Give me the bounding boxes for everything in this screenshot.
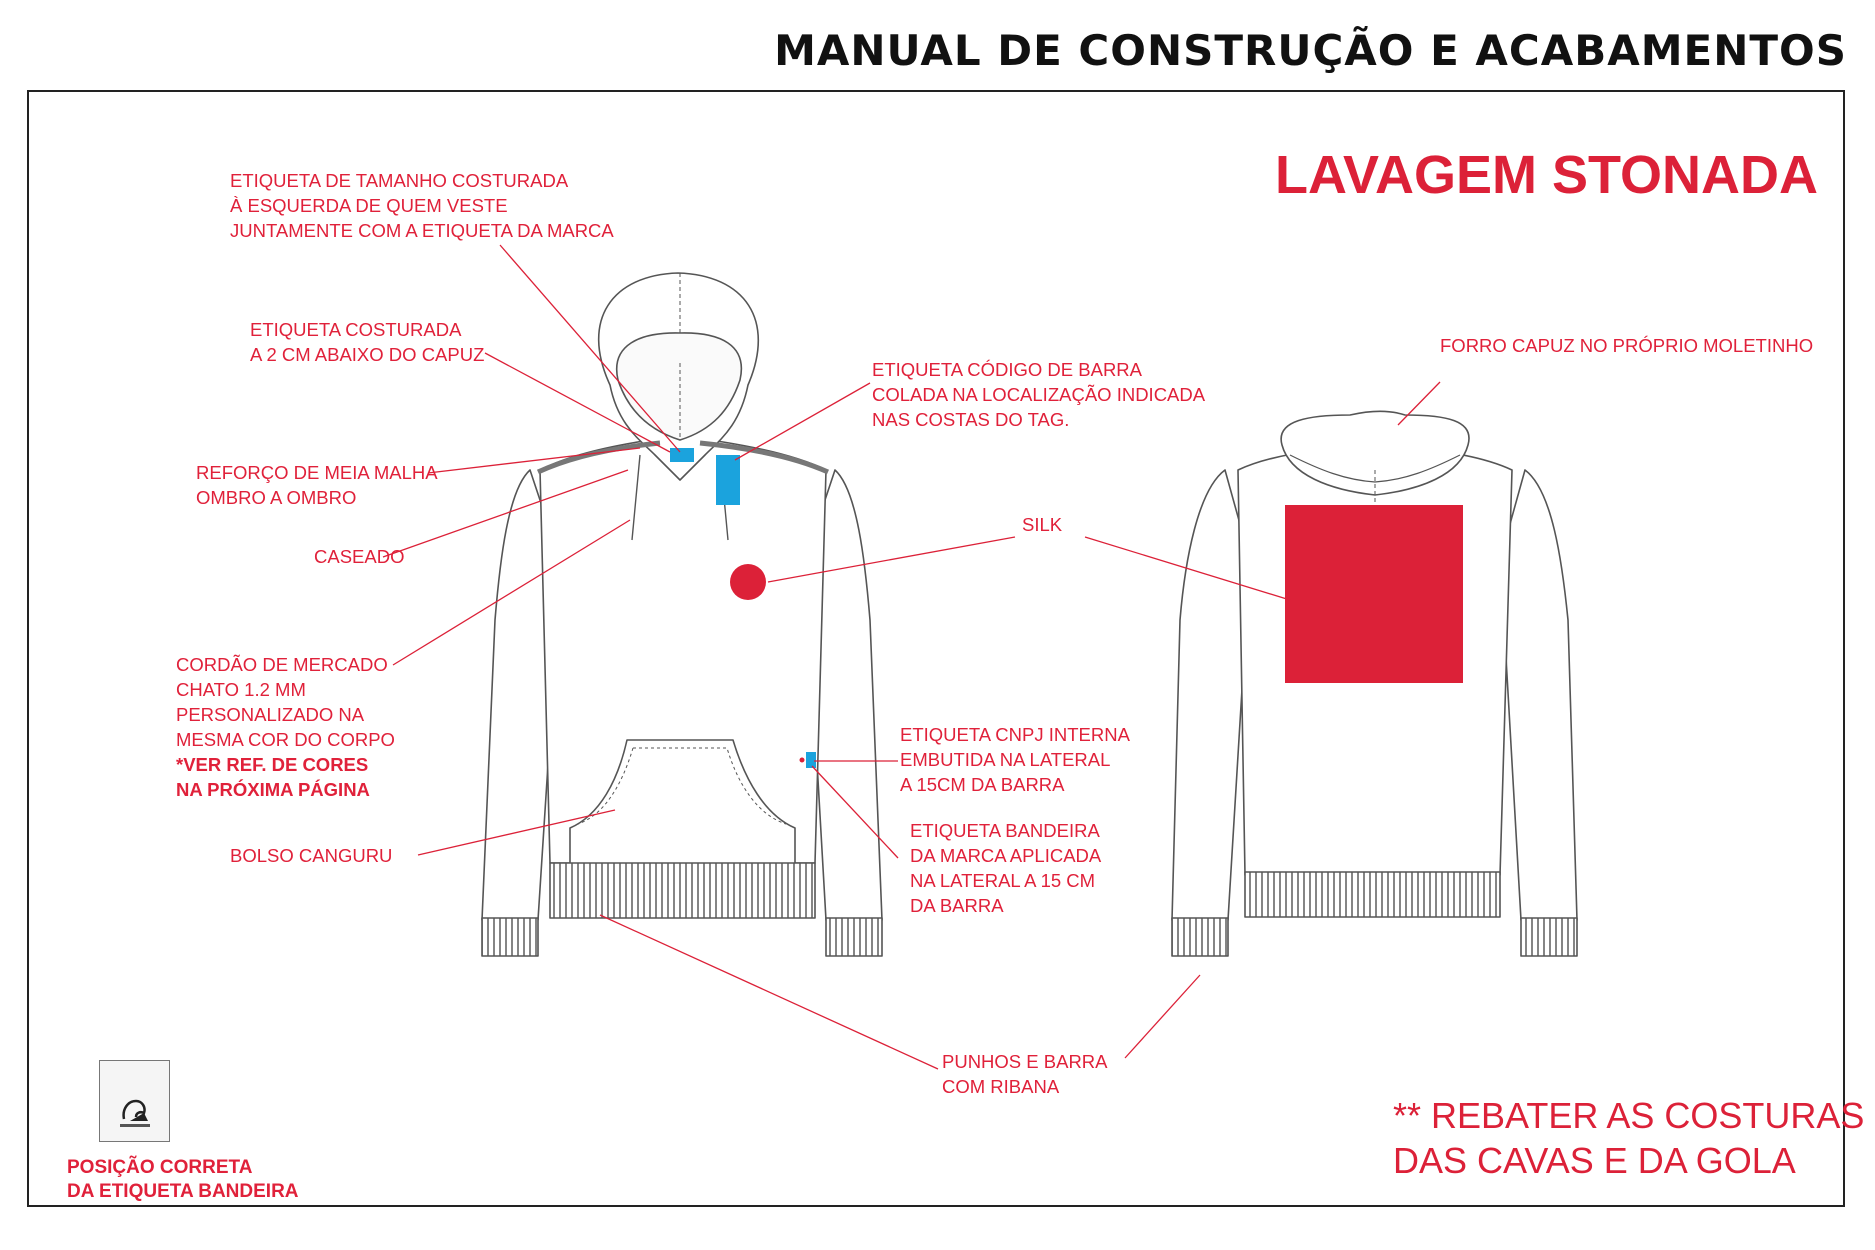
topstitch-note: ** REBATER AS COSTURAS DAS CAVAS E DA GOLA bbox=[1393, 1095, 1865, 1181]
size-label-callout: ETIQUETA DE TAMANHO COSTURADA À ESQUERDA DE QUEM VESTE JUNTAMENTE COM A ETIQUETA DA MARCA bbox=[230, 170, 614, 241]
barcode-label-callout: ETIQUETA CÓDIGO DE BARRA COLADA NA LOCALIZAÇÃO INDICADA NAS COSTAS DO TAG. bbox=[872, 359, 1206, 430]
cnpj-label-callout: ETIQUETA CNPJ INTERNA EMBUTIDA NA LATERAL A 15CM DA BARRA bbox=[900, 724, 1130, 795]
barcode-tag-marker bbox=[716, 455, 740, 505]
flag-label-callout: ETIQUETA BANDEIRA DA MARCA APLICADA NA LATERAL A 15 CM DA BARRA bbox=[910, 820, 1102, 916]
back-waistband bbox=[1245, 872, 1500, 917]
buttonhole-callout: CASEADO bbox=[314, 546, 405, 567]
back-right-sleeve bbox=[1500, 470, 1577, 920]
front-hoodie bbox=[482, 273, 882, 956]
reinforcement-callout: REFORÇO DE MEIA MALHA OMBRO A OMBRO bbox=[196, 462, 438, 508]
size-label-marker bbox=[670, 448, 694, 462]
drawcord-callout: CORDÃO DE MERCADO CHATO 1.2 MM PERSONALIZADO NA MESMA COR DO CORPO *VER REF. DE CORES NA PRÓXIMA PÁGINA bbox=[176, 654, 395, 800]
front-waistband bbox=[550, 863, 815, 918]
back-right-cuff bbox=[1521, 918, 1577, 956]
back-hoodie bbox=[1172, 411, 1577, 956]
wash-title: LAVAGEM STONADA bbox=[1275, 145, 1819, 205]
kangaroo-pocket-callout: BOLSO CANGURU bbox=[230, 845, 393, 866]
silk-callout: SILK bbox=[1022, 514, 1063, 535]
hood-lining-callout: FORRO CAPUZ NO PRÓPRIO MOLETINHO bbox=[1440, 335, 1814, 356]
sewn-label-callout: ETIQUETA COSTURADA A 2 CM ABAIXO DO CAPUZ bbox=[250, 319, 485, 365]
back-left-sleeve bbox=[1172, 470, 1250, 920]
front-left-cuff bbox=[482, 918, 538, 956]
cnpj-label-marker bbox=[806, 752, 816, 768]
cuffs-hem-callout: PUNHOS E BARRA COM RIBANA bbox=[942, 1051, 1108, 1097]
back-left-cuff bbox=[1172, 918, 1228, 956]
brand-logo-icon bbox=[100, 1061, 169, 1141]
front-right-cuff bbox=[826, 918, 882, 956]
flag-position-caption: POSIÇÃO CORRETA DA ETIQUETA BANDEIRA bbox=[67, 1157, 299, 1202]
silk-back-print bbox=[1285, 505, 1463, 683]
silk-front-marker bbox=[730, 564, 766, 600]
manual-title: MANUAL DE CONSTRUÇÃO E ACABAMENTOS bbox=[774, 26, 1847, 75]
flag-label-sample bbox=[99, 1060, 170, 1142]
